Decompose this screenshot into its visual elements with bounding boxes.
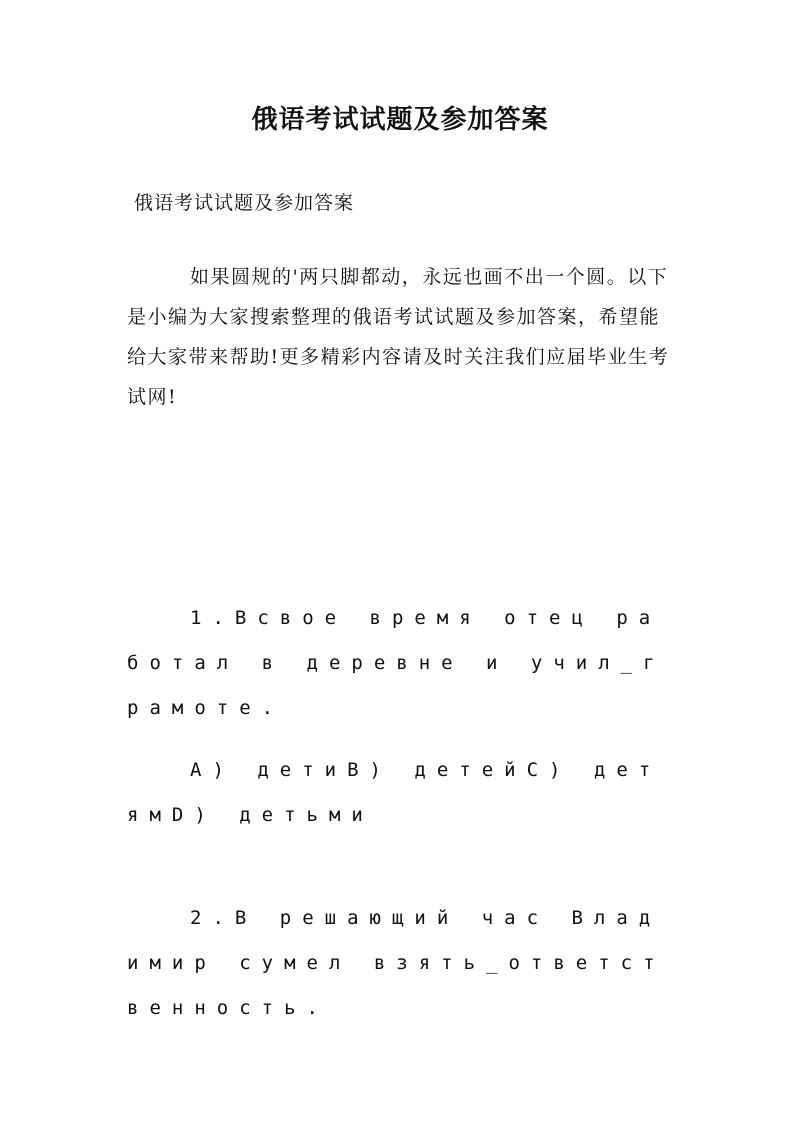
document-subtitle: 俄语考试试题及参加答案 — [134, 192, 355, 214]
question-2-text: 2.В решающий час Владимир сумел взять_ответственность. — [127, 907, 666, 1019]
question-1-options: A) детиB) детейC) детямD) детьми — [127, 759, 662, 826]
document-title: 俄语考试试题及参加答案 — [251, 105, 549, 135]
intro-paragraph: 如果圆规的'两只脚都动，永远也画不出一个圆。以下是小编为大家搜索整理的俄语考试试题及参加答案，希望能给大家带来帮助!更多精彩内容请及时关注我们应届毕业生考试网! — [127, 266, 670, 408]
question-1-text: 1.Всвое время отец работал в деревне и учил_грамоте. — [127, 607, 666, 719]
